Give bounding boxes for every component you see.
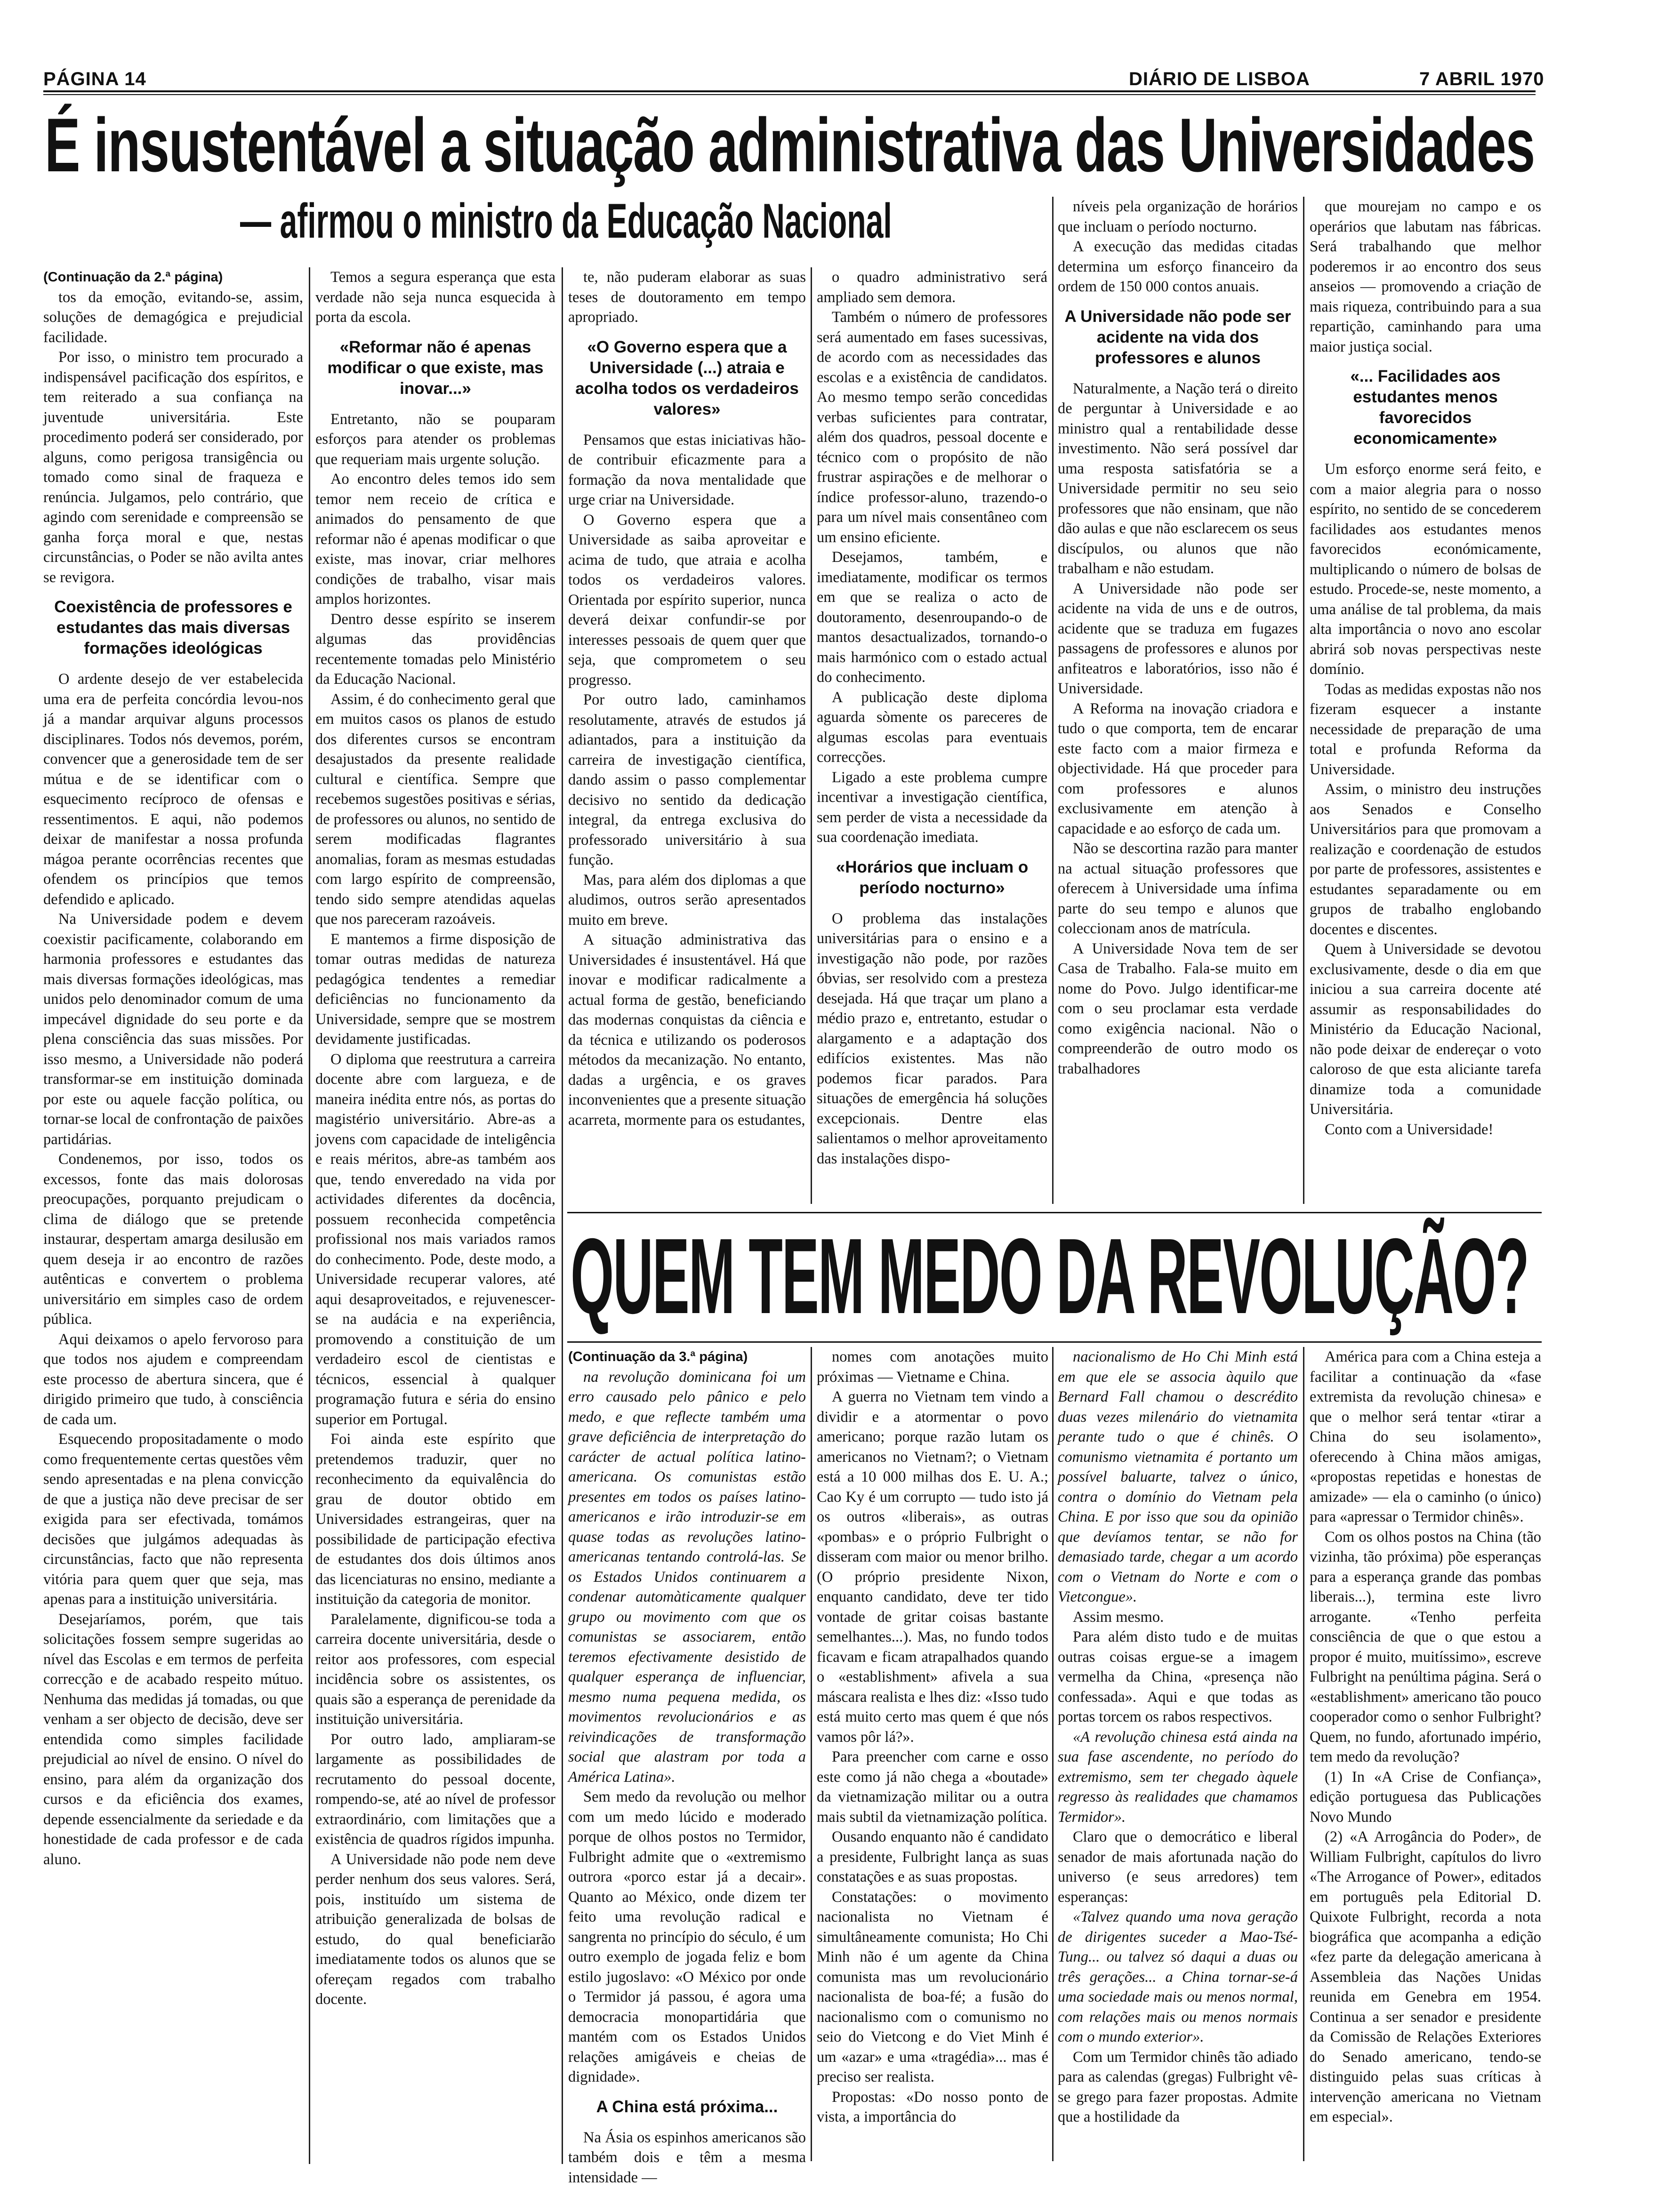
paragraph: nacionalismo de Ho Chi Minh está em que ele se associa àquilo que Bernard Fall chamou o descrédito duas vezes milenário do vietnamita perante tudo o que é chinês. O comunismo vietnamita é portanto um possível baluarte, talvez o único, contra o domínio do Vietnam pela China. E por isso que sou da opinião que devíamos tentar, se não for demasiado tarde, chegar a um acordo com o Vietnam do Norte e com o Vietcongue». (1058, 1348, 1298, 1605)
paragraph: O diploma que reestrutura a carreira docente abre com largueza, e de maneira inédita entre nós, as portas do magistério universitário. Abre-as a jovens com capacidade de inteligência e reais méritos, abre-as também aos que, tendo enveredado na vida por actividades diferentes da docência, possuem reconhecida competência profissional nos mais variados ramos do conhecimento. Pode, deste modo, a Universidade recuperar valores, até aqui desaproveitados, e rejuvenescer-se na audácia e na experiência, promovendo a constituição de um verdadeiro escol de cientistas e técnicos, essencial à qualquer programação futura e séria do ensino superior em Portugal. (315, 1050, 555, 1428)
masthead-rule (43, 90, 1536, 92)
revolution-column-2 (817, 1347, 1048, 2161)
paragraph: Aqui deixamos o apelo fervoroso para que todos nos ajudem e compreendam este processo de abertura sincera, que é dirigido primeiro que tudo, à consciência de cada um. (43, 1330, 303, 1428)
masthead-rule-thin (43, 94, 1536, 95)
page-number-label: PÁGINA 14 (43, 69, 146, 89)
paragraph: (2) «A Arrogância do Poder», de William Fulbright, capítulos do livro «The Arrogance of Power», editados em português pela Editorial D. Quixote Fulbright, recorda a nota biográfica que acompanha a edição «fez parte da delegação americana à Assembleia das Nações Unidas reunida em Genebra em 1954. Continua a ser senador e presidente da Comissão de Relações Exteriores do Senado americano, tendo-se distinguido pelas suas críticas à intervenção americana no Vietnam em especial». (1310, 1828, 1541, 2125)
paragraph: Quem à Universidade se devotou exclusivamente, desde o dia em que iniciou a sua carreira docente até assumir as responsabilidades do Ministério da Educação Nacional, não pode deixar de endereçar o voto caloroso de que esta aliciante tarefa dinamize toda a comunidade Universitária. (1310, 941, 1541, 1118)
section-subheading: Coexistência de professores e estudantes das mais diversas formações ideológicas (54, 598, 292, 657)
paragraph: Assim mesmo. (1073, 1608, 1164, 1626)
paragraph: Desejamos, também, e imediatamente, modificar os termos em que se realiza o acto de doutoramento, desenroupando-o de mantos desactualizados, tornando-o mais harmónico com o estado actual do conhecimento. (817, 549, 1047, 686)
issue-date: 7 ABRIL 1970 (1419, 69, 1544, 89)
paragraph: O problema das instalações universitárias para o ensino e a investigação não pode, por razões óbvias, ser resolvido com a presteza desejada. Há que traçar um plano a médio prazo e, entretanto, estudar o alargamento e a adaptação dos edifícios existentes. Mas não podemos ficar parados. Para situações de emergência há soluções excepcionais. Dentre elas salientamos o melhor aproveitamento das instalações dispo- (817, 910, 1047, 1167)
paragraph: Também o número de professores será aumentado em fases sucessivas, de acordo com as necessidades das escolas e a existência de candidatos. Ao mesmo tempo serão concedidas verbas suficientes para contratar, além dos quadros, pessoal docente e técnico com o propósito de não frustrar aspirações e de melhorar o índice professor-aluno, trazendo-o para um nível mais consentâneo com um ensino eficiente. (817, 309, 1047, 546)
paragraph: nomes com anotações muito próximas — Vietname e China. (817, 1348, 1048, 1386)
paragraph: na revolução dominicana foi um erro causado pelo pânico e pelo medo, e que reflecte também uma grave deficiência de interpretação do carácter de actual política latino-americana. Os comunistas estão presentes em todos os países latino-americanos e irão introduzir-se em quase todas as revoluções latino-americanas tentando controlá-las. Se os Estados Unidos continuarem a condenar automàticamente qualquer grupo ou movimento com que os comunistas se associarem, então teremos efectivamente desistido de qualquer esperança de influenciar, mesmo numa pequena medida, os movimentos revolucionários e as reivindicações de transformação social que alastram por toda a América Latina». (568, 1368, 806, 1786)
section-subheading: «Horários que incluam o período nocturno» (836, 858, 1029, 897)
paragraph: A Reforma na inovação criadora e tudo o que comporta, tem de encarar este facto com a maior firmeza e objectividade. Há que proceder para com professores e alunos exclusivamente em atenção à capacidade e ao esforço de cada um. (1058, 700, 1298, 837)
continuation-note: (Continuação da 3.ª página) (568, 1349, 748, 1364)
paragraph: Claro que o democrático e liberal senador de mais afortunada nação do universo (e seus arredores) tem esperanças: (1058, 1828, 1298, 1906)
article-column-4 (817, 267, 1047, 1204)
section-subheading: «Reformar não é apenas modificar o que existe, mas inovar...» (327, 337, 544, 398)
article-column-2 (315, 267, 555, 2159)
paragraph: Com os olhos postos na China (tão vizinha, tão próxima) põe esperanças para a esperança grande das pombas liberais...), termina este livro arrogante. «Tenho perfeita consciência de que o que estou a propor é muito, muitíssimo», escreve Fulbright na penúltima página. Será o «establishment» americano tão pouco cooperador como o senhor Fulbright? Quem, no fundo, afortunado império, tem medo da revolução? (1310, 1528, 1541, 1765)
column-divider (562, 267, 563, 2164)
column-divider (309, 267, 310, 2164)
paragraph: que mourejam no campo e os operários que labutam nas fábricas. Será trabalhando que melhor poderemos ir ao encontro dos seus anseios — promovendo a criação de mais riqueza, contribuindo para a sua repartição, caminhando para uma maior justiça social. (1310, 198, 1541, 355)
revolution-column-1 (568, 1347, 806, 2186)
paragraph: tos da emoção, evitando-se, assim, soluções de demagógica e prejudicial facilidade. (43, 289, 303, 346)
column-divider (1052, 1347, 1054, 2161)
paragraph: Condenemos, por isso, todos os excessos, fonte das mais dolorosas preocupações, porquanto prejudicam o clima de diálogo que se pretende instaurar, despertam amarga desilusão em quem deseja ir ao encontro de razões autênticas e convertem o problema universitário em simples caso de ordem pública. (43, 1151, 303, 1328)
article-headline: É insustentável a situação administrativa das Universidades (45, 103, 1535, 188)
column-divider (1303, 1347, 1304, 2161)
revolution-column-4 (1310, 1347, 1541, 2161)
paragraph: Dentro desse espírito se inserem algumas das providências recentemente tomadas pelo Ministério da Educação Nacional. (315, 610, 555, 688)
paragraph: níveis pela organização de horários que incluam o período nocturno. (1058, 198, 1298, 235)
paragraph: O Governo espera que a Universidade as saiba aproveitar e acima de tudo, que atraia e acolha todos os verdadeiros valores. Orientada por espírito superior, nunca deverá deixar confundir-se por interesses pessoais de quem quer que seja, que comprometem o seu progresso. (568, 511, 806, 689)
article-column-5 (1058, 197, 1298, 1204)
paragraph: Sem medo da revolução ou melhor com um medo lúcido e moderado porque de olhos postos no Termidor, Fulbright admite que o «extremismo outrora «porco estar já a decair». Quanto ao México, onde dizem ter feito uma revolução radical e sangrenta no princípio do século, é um outro exemplo de jogada feliz e bom estilo jugoslavo: «O México por onde o Termidor já passou, é agora uma democracia monopartidária que mantém com os Estados Unidos relações amigáveis e cheias de dignidade». (568, 1788, 806, 2085)
article-column-1 (43, 267, 303, 2159)
paragraph: Por isso, o ministro tem procurado a indispensável pacificação dos espíritos, e tem reiterado a sua confiança na juventude universitária. Este procedimento poderá ser considerado, por alguns, como perigosa transigência ou tomado como sinal de fraqueza e renúncia. Julgamos, pelo contrário, que agindo com serenidade e compreensão se ganha força moral e que, nestas circunstâncias, o Poder se não avilta antes se revigora. (43, 349, 303, 586)
paragraph: Mas, para além dos diplomas a que aludimos, outros serão apresentados muito em breve. (568, 871, 806, 929)
paragraph: Foi ainda este espírito que pretendemos traduzir, quer no reconhecimento da equivalência do grau de doutor obtido em Universidades estrangeiras, quer na possibilidade de participação efectiva de estudantes dos dois últimos anos das licenciaturas no ensino, mediante a instituição da categoria de monitor. (315, 1431, 555, 1608)
paragraph: Ligado a este problema cumpre incentivar a investigação científica, sem perder de vista a necessidade da sua coordenação imediata. (817, 769, 1047, 846)
paragraph: Por outro lado, ampliaram-se largamente as possibilidades de recrutamento do pessoal docente, rompendo-se, até ao nível de professor extraordinário, com limitações que a existência de quadros rígidos impunha. (315, 1731, 555, 1848)
section-subheading: «... Facilidades aos estudantes menos favorecidos economicamente» (1350, 367, 1501, 448)
paragraph: Ousando enquanto não é candidato a presidente, Fulbright lança as suas constatações e as suas propostas. (817, 1828, 1048, 1885)
paragraph: Esquecendo propositadamente o modo como frequentemente certas questões vêm sendo apresentadas e na plena convicção de que a justiça não deve precisar de ser exigida para ser efectivada, tomámos decisões que julgámos adequadas às circunstâncias, facto que não representa vitória para quem quer que seja, mas apenas para a instituição universitária. (43, 1431, 303, 1608)
column-divider (811, 1347, 812, 2161)
paragraph: Para preencher com carne e osso este como já não chega a «boutade» da vietnamização militar ou a outra mais subtil da vietnamização política. (817, 1748, 1048, 1826)
column-divider (1303, 197, 1304, 1204)
section-subheading: «O Governo espera que a Universidade (...) atraia e acolha todos os verdadeiros valores» (575, 337, 799, 418)
paragraph: A execução das medidas citadas determina um esforço financeiro da ordem de 150 000 contos anuais. (1058, 238, 1298, 295)
paragraph: Temos a segura esperança que esta verdade não seja nunca esquecida à porta da escola. (315, 269, 555, 326)
paragraph: «A revolução chinesa está ainda na sua fase ascendente, no período do extremismo, sem ter chegado àquele regresso às realidades que chamamos Termidor». (1058, 1728, 1298, 1826)
paragraph: Não se descortina razão para manter na actual situação professores que oferecem à Universidade uma ínfima parte do seu tempo e alunos que coleccionam anos de matrícula. (1058, 840, 1298, 937)
paragraph: Naturalmente, a Nação terá o direito de perguntar à Universidade e ao ministro qual a rentabilidade desse investimento. Não será possível dar uma resposta satisfatória se a Universidade permitir no seu seio professores que não ensinam, que não dão aulas e que não esclarecem os seus discípulos, ou alunos que não trabalham e não estudam. (1058, 380, 1298, 577)
paragraph: A situação administrativa das Universidades é insustentável. Há que inovar e modificar radicalmente a actual forma de gestão, beneficiando das modernas conquistas da ciência e da técnica e utilizando os poderosos métodos da mecanização. No entanto, dadas a urgência, e os graves inconvenientes que a presente situação acarreta, mormente para os estudantes, (568, 931, 806, 1129)
paragraph: A Universidade não pode ser acidente na vida de uns e de outros, acidente que se traduza em fugazes passagens de professores e alunos por anfiteatros e laboratórios, isso não é Universidade. (1058, 580, 1298, 697)
paragraph: Pensamos que estas iniciativas hão-de contribuir eficazmente para a formação da nova mentalidade que urge criar na Universidade. (568, 431, 806, 508)
paragraph: (1) In «A Crise de Confiança», edição portuguesa das Publicações Novo Mundo (1310, 1768, 1541, 1826)
paragraph: Assim, o ministro deu instruções aos Senados e Conselho Universitários para que promovam a realização e coordenação de estudos por parte de professores, assistentes e estudantes separadamente ou em grupos de trabalho englobando docentes e discentes. (1310, 781, 1541, 938)
paragraph: América para com a China esteja a facilitar a continuação da «fase extremista da revolução chinesa» e que o melhor será tentar «tirar a China do seu isolamento», oferecendo à China mãos amigas, «propostas repetidas e honestas de amizade» — ela o caminho (o único) para «apressar o Termidor chinês». (1310, 1348, 1541, 1525)
continuation-note: (Continuação da 2.ª página) (43, 270, 223, 285)
paragraph: Propostas: «Do nosso ponto de vista, a importância do (817, 2088, 1048, 2125)
paragraph: A Universidade Nova tem de ser Casa de Trabalho. Fala-se muito em nome do Povo. Julgo identificar-me com o seu proclamar esta verdade como exigência nacional. Não o compreenderão de outro modo os trabalhadores (1058, 940, 1298, 1077)
paragraph: Na Universidade podem e devem coexistir pacificamente, colaborando em harmonia professores e estudantes das mais diversas formações ideológicas, mas unidos pelo denominador comum de uma impecável dignidade do seu porte e da plena consciência das suas missões. Por isso mesmo, a Universidade não poderá transformar-se em instituição dominada por este ou aquele facção política, ou tornar-se local de confrontação de paixões partidárias. (43, 911, 303, 1148)
section-subheading: A China está próxima... (596, 2097, 778, 2116)
paragraph: Desejaríamos, porém, que tais solicitações fossem sempre sugeridas ao nível das Escolas e em termos de perfeita correcção e de acabado respeito mútuo. Nenhuma das medidas já tomadas, ou que venham a ser objecto de decisão, deve ser entendida como simples facilidade prejudicial ao nível de ensino. O nível do ensino, para além da organização dos cursos e da eficiência dos exames, depende essencialmente da seriedade e da honestidade de cada professor e de cada aluno. (43, 1611, 303, 1868)
paragraph: Ao encontro deles temos ido sem temor nem receio de crítica e animados do pensamento de que reformar não é apenas modificar o que existe, mas inovar, criar melhores condições de trabalho, visar mais amplos horizontes. (315, 471, 555, 608)
paragraph: Um esforço enorme será feito, e com a maior alegria para o nosso espírito, no sentido de se concederem facilidades aos estudantes menos favorecidos económicamente, multiplicando o número de bolsas de estudo. Procede-se, neste momento, a uma análise de tal problema, da mais alta importância o novo ano escolar abrirá sob novas perspectivas neste domínio. (1310, 461, 1541, 678)
article-divider (567, 1212, 1542, 1213)
paragraph: Na Ásia os espinhos americanos são também dois e têm a mesma intensidade — (568, 2129, 806, 2186)
paragraph: Conto com a Universidade! (1325, 1121, 1494, 1138)
column-divider (1052, 197, 1054, 1204)
paragraph: o quadro administrativo será ampliado sem demora. (817, 269, 1047, 306)
paragraph: Paralelamente, dignificou-se toda a carreira docente universitária, desde o reitor aos professores, com especial incidência sobre os assistentes, os quais são a esperança de perenidade da instituição universitária. (315, 1611, 555, 1728)
section-subheading: A Universidade não pode ser acidente na vida dos professores e alunos (1064, 307, 1291, 367)
article-subheadline: — afirmou o ministro da Educação Nacional (240, 194, 892, 248)
paragraph: Para além disto tudo e de muitas outras coisas ergue-se a imagem vermelha da China, «presença não confessada». Aqui e que todas as portas torcem os rabos respectivos. (1058, 1628, 1298, 1725)
newspaper-name: DIÁRIO DE LISBOA (1129, 69, 1310, 89)
paragraph: Todas as medidas expostas não nos fizeram esquecer a instante necessidade de preparação de uma total e profunda Reforma da Universidade. (1310, 681, 1541, 778)
article-divider (567, 1341, 1542, 1343)
paragraph: E mantemos a firme disposição de tomar outras medidas de natureza pedagógica tendentes a remediar deficiências no funcionamento da Universidade, sempre que se mostrem devidamente justificadas. (315, 930, 555, 1048)
revolution-column-3 (1058, 1347, 1298, 2161)
paragraph: Entretanto, não se pouparam esforços para atender os problemas que requeriam mais urgente solução. (315, 410, 555, 468)
paragraph: A Universidade não pode nem deve perder nenhum dos seus valores. Será, pois, instituído um sistema de atribuição generalizada de bolsas de estudo, do qual beneficiarão imediatamente todos os alunos que se ofereçam regados com trabalho docente. (315, 1851, 555, 2008)
paragraph: A publicação deste diploma aguarda sòmente os pareceres de algumas escolas para eventuais correcções. (817, 689, 1047, 766)
paragraph: O ardente desejo de ver estabelecida uma era de perfeita concórdia levou-nos já a mandar arquivar alguns processos disciplinares. Todos nós devemos, porém, convencer que a generosidade tem de ser mútua e de se identificar com o esquecimento recíproco de ofensas e ressentimentos. E aqui, não podemos deixar de manifestar a nossa profunda mágoa perante ocorrências recentes que ofendem os princípios que temos defendido e aplicado. (43, 671, 303, 908)
paragraph: Com um Termidor chinês tão adiado para as calendas (gregas) Fulbright vê-se grego para fazer propostas. Admite que a hostilidade da (1058, 2048, 1298, 2125)
paragraph: A guerra no Vietnam tem vindo a dividir e a atormentar o povo americano; porque razão lutam os americanos no Vietnam?; o Vietnam está a 10 000 milhas dos E. U. A.; Cao Ky é um corrupto — tudo isto já os outros «liberais», as outras «pombas» e o próprio Fulbright o disseram com maior ou menor brilho. (O próprio presidente Nixon, enquanto candidato, deve ter tido vontade de gritar coisas bastante semelhantes...). Mas, no fundo todos ficavam e ficam atrapalhados quando o «establishment» afivela a sua máscara realista e lhes diz: «Isso tudo está muito certo mas quem é que nós vamos pôr lá?». (817, 1388, 1048, 1746)
paragraph: Constatações: o movimento nacionalista no Vietnam é simultâneamente comunista; Ho Chi Minh não é um agente da China comunista mas um revolucionário nacionalista de boa-fé; a fusão do nacionalismo com o comunismo no seio do Vietcong e do Viet Minh é um «azar» e uma «tragédia»... mas é preciso ser realista. (817, 1888, 1048, 2085)
paragraph: «Talvez quando uma nova geração de dirigentes suceder a Mao-Tsé-Tung... ou talvez só daqui a duas ou três gerações... a China tornar-se-á uma sociedade mais ou menos normal, com relações mais ou menos normais com o mundo exterior». (1058, 1908, 1298, 2045)
paragraph: Assim, é do conhecimento geral que em muitos casos os planos de estudo dos diferentes cursos se encontram desajustados da presente realidade cultural e científica. Sempre que recebemos sugestões positivas e sérias, de professores ou alunos, no sentido de serem modificadas flagrantes anomalias, foram as mesmas estudadas com largo espírito de compreensão, tendo sido sempre atendidas aquelas que nos pareceram razoáveis. (315, 690, 555, 928)
article-column-3 (568, 267, 806, 1204)
article-column-6 (1310, 197, 1541, 1204)
revolution-headline: QUEM TEM MEDO DA REVOLUÇÃO? (571, 1217, 1528, 1336)
column-divider (811, 267, 812, 1204)
paragraph: te, não puderam elaborar as suas teses de doutoramento em tempo apropriado. (568, 269, 806, 326)
paragraph: Por outro lado, caminhamos resolutamente, através de estudos já adiantados, para a instituição da carreira de investigação científica, dando assim o passo complementar decisivo no sentido da dedicação integral, da entrega exclusiva do professorado universitário à sua função. (568, 691, 806, 868)
